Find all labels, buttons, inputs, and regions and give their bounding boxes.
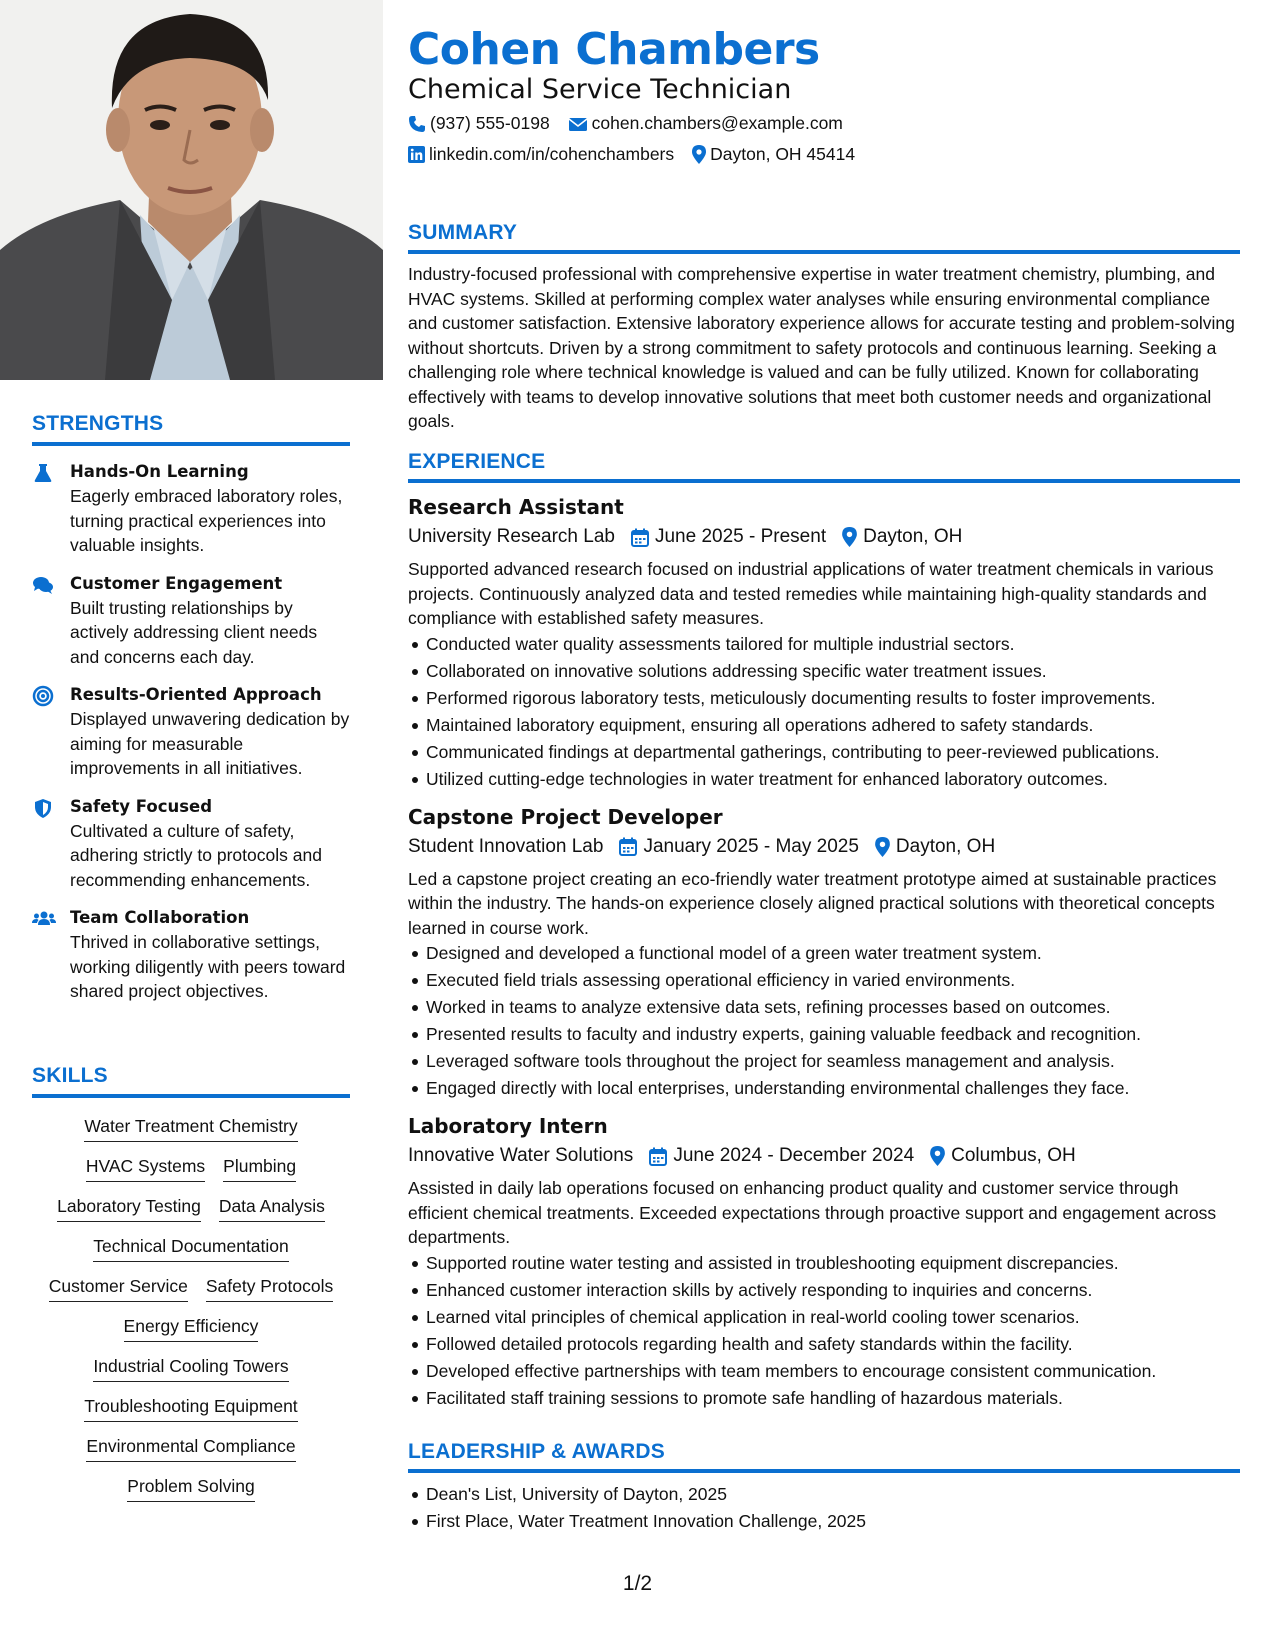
job-bullet: Facilitated staff training sessions to promote safe handling of hazardous materials. xyxy=(426,1385,1240,1412)
awards-list xyxy=(408,1481,1240,1535)
job-description: Assisted in daily lab operations focused on enhancing product quality and customer service through efficient chemical treatments. Exceeded expectations through proactive support and engagement across departments. xyxy=(408,1178,1217,1247)
skill-tag: Data Analysis xyxy=(219,1194,325,1222)
job-meta xyxy=(408,833,1240,861)
comments-icon xyxy=(32,574,54,596)
email-text: cohen.chambers@example.com xyxy=(591,113,843,133)
job-bullet: Performed rigorous laboratory tests, meticulously documenting results to foster improvements. xyxy=(426,685,1240,712)
map-pin-icon xyxy=(692,145,706,164)
job-bullet: Developed effective partnerships with team members to encourage consistent communication. xyxy=(426,1358,1240,1385)
job-bullet: Enhanced customer interaction skills by actively responding to inquiries and concerns. xyxy=(426,1277,1240,1304)
job-bullet: Maintained laboratory equipment, ensuring all operations adhered to safety standards. xyxy=(426,712,1240,739)
linkedin-contact[interactable] xyxy=(408,144,674,165)
shield-icon xyxy=(32,797,54,819)
strength-title: Results-Oriented Approach xyxy=(70,685,322,704)
users-icon xyxy=(32,908,54,930)
job-org: University Research Lab xyxy=(408,526,615,547)
skill-tag: Plumbing xyxy=(223,1154,296,1182)
phone-icon xyxy=(408,115,426,133)
map-pin-icon xyxy=(842,527,857,547)
envelope-icon xyxy=(568,116,588,132)
candidate-name: Cohen Chambers xyxy=(408,24,820,75)
linkedin-text: linkedin.com/in/cohenchambers xyxy=(429,144,675,164)
job-bullet: Utilized cutting-edge technologies in water treatment for enhanced laboratory outcomes. xyxy=(426,766,1240,793)
job-bullet: Supported routine water testing and assisted in troubleshooting equipment discrepancies. xyxy=(426,1250,1240,1277)
linkedin-icon xyxy=(408,146,425,163)
left-column xyxy=(0,0,383,1650)
strength-desc: Built trusting relationships by actively addressing client needs and concerns each day. xyxy=(70,597,318,667)
job-bullet: Presented results to faculty and industry experts, gaining valuable feedback and recognition. xyxy=(426,1021,1240,1048)
skills-list xyxy=(32,1114,350,1502)
job-entry xyxy=(408,803,1240,1103)
job-dates: June 2025 - Present xyxy=(654,526,827,547)
job-bullet: Leveraged software tools throughout the project for seamless management and analysis. xyxy=(426,1048,1240,1075)
strength-item xyxy=(32,460,350,558)
location-text: Dayton, OH 45414 xyxy=(710,144,856,164)
job-bullet: Engaged directly with local enterprises, understanding environmental challenges they face. xyxy=(426,1075,1240,1102)
strength-title: Team Collaboration xyxy=(70,908,250,927)
job-bullet: Communicated findings at departmental gatherings, contributing to peer-reviewed publications. xyxy=(426,739,1240,766)
job-location: Dayton, OH xyxy=(895,835,996,857)
strength-title: Customer Engagement xyxy=(70,573,283,593)
strength-item xyxy=(32,683,350,781)
experience-heading: EXPERIENCE xyxy=(408,450,1240,483)
target-icon xyxy=(32,685,54,707)
job-role: Capstone Project Developer xyxy=(408,804,723,829)
job-org: Student Innovation Lab xyxy=(408,835,604,857)
skills-section xyxy=(32,1064,350,1502)
job-bullets xyxy=(408,1250,1240,1412)
awards-heading: LEADERSHIP & AWARDS xyxy=(408,1440,1240,1473)
calendar-icon xyxy=(631,528,649,547)
phone-text: (937) 555-0198 xyxy=(430,113,550,133)
job-entry xyxy=(408,1112,1240,1412)
skill-tag: Safety Protocols xyxy=(206,1274,333,1302)
skill-tag: Problem Solving xyxy=(127,1474,254,1502)
summary-section xyxy=(408,221,1240,434)
job-bullet: Learned vital principles of chemical application in real-world cooling tower scenarios. xyxy=(426,1304,1240,1331)
award-item: First Place, Water Treatment Innovation Challenge, 2025 xyxy=(426,1508,1240,1535)
candidate-title: Chemical Service Technician xyxy=(408,74,792,105)
strength-title: Safety Focused xyxy=(70,796,213,816)
job-bullets xyxy=(408,940,1240,1102)
job-bullet: Followed detailed protocols regarding health and safety standards within the facility. xyxy=(426,1331,1240,1358)
skill-tag: Customer Service xyxy=(49,1274,188,1302)
job-meta xyxy=(408,523,1240,551)
job-bullet: Worked in teams to analyze extensive data sets, refining processes based on outcomes. xyxy=(426,994,1240,1021)
job-entry xyxy=(408,493,1240,793)
strengths-section xyxy=(32,412,350,1004)
award-item: Dean's List, University of Dayton, 2025 xyxy=(426,1481,1240,1508)
skills-heading: SKILLS xyxy=(32,1064,350,1098)
strength-item xyxy=(32,906,350,1004)
strength-desc: Displayed unwavering dedication by aiming for measurable improvements in all initiatives. xyxy=(70,709,350,778)
job-dates: January 2025 - May 2025 xyxy=(643,835,859,857)
job-bullet: Conducted water quality assessments tailored for multiple industrial sectors. xyxy=(426,631,1240,658)
skill-tag: Energy Efficiency xyxy=(124,1314,259,1342)
job-dates: June 2024 - December 2024 xyxy=(673,1145,915,1166)
map-pin-icon xyxy=(875,837,890,857)
profile-photo xyxy=(0,0,383,380)
job-role: Research Assistant xyxy=(408,495,624,519)
job-org: Innovative Water Solutions xyxy=(408,1145,634,1166)
strength-item xyxy=(32,795,350,893)
job-description: Led a capstone project creating an eco-friendly water treatment prototype aimed at sustainable practices within the industry. The hands-on experience closely aligned practical solutions with theoretical concepts learned in course work. xyxy=(408,868,1217,938)
skill-tag: Technical Documentation xyxy=(93,1234,289,1262)
map-pin-icon xyxy=(930,1146,945,1166)
strength-desc: Thrived in collaborative settings, working diligently with peers toward shared project objectives. xyxy=(70,932,346,1001)
email-contact[interactable] xyxy=(568,113,843,134)
job-bullet: Executed field trials assessing operational efficiency in varied environments. xyxy=(426,967,1240,994)
job-location: Dayton, OH xyxy=(863,526,963,547)
page-indicator: 1/2 xyxy=(622,1572,653,1595)
strength-item xyxy=(32,572,350,670)
skill-tag: Troubleshooting Equipment xyxy=(84,1394,297,1422)
awards-section xyxy=(408,1440,1240,1535)
skill-tag: HVAC Systems xyxy=(86,1154,205,1182)
strengths-heading: STRENGTHS xyxy=(32,412,350,446)
contact-row-2 xyxy=(408,144,855,165)
summary-text: Industry-focused professional with comprehensive expertise in water treatment chemistry, plumbing, and HVAC systems. Skilled at performing complex water analyses while ensuring environmental compliance and customer satisfaction. Extensive laboratory experience allows for accurate testing and problem-solving without shortcuts. Driven by a strong commitment to safety protocols and continuous learning. Seeking a challenging role where technical knowledge is valued and can be fully utilized. Known for collaborating effectively with teams to develop innovative solutions that meet both customer needs and organizational goals. xyxy=(408,264,1235,431)
job-bullet: Collaborated on innovative solutions addressing specific water treatment issues. xyxy=(426,658,1240,685)
phone-contact[interactable] xyxy=(408,113,550,134)
strength-title: Hands-On Learning xyxy=(70,462,249,481)
contact-row-1 xyxy=(408,113,843,134)
strength-desc: Eagerly embraced laboratory roles, turning practical experiences into valuable insights. xyxy=(70,486,343,555)
job-bullets xyxy=(408,631,1240,793)
job-role: Laboratory Intern xyxy=(408,1114,608,1138)
calendar-icon xyxy=(619,837,637,856)
strength-desc: Cultivated a culture of safety, adhering strictly to protocols and recommending enhancements. xyxy=(70,820,322,890)
location-contact xyxy=(692,144,855,165)
calendar-icon xyxy=(649,1147,667,1166)
summary-heading: SUMMARY xyxy=(408,221,1240,254)
job-description: Supported advanced research focused on industrial applications of water treatment chemicals in various projects. Continuously analyzed data and tested remedies while maintaining high-quality standards and compliance with established safety measures. xyxy=(408,559,1214,628)
job-bullet: Designed and developed a functional model of a green water treatment system. xyxy=(426,940,1240,967)
experience-section xyxy=(408,450,1240,1412)
skill-tag: Water Treatment Chemistry xyxy=(84,1114,297,1142)
job-meta xyxy=(408,1142,1240,1170)
flask-icon xyxy=(32,462,54,484)
skill-tag: Environmental Compliance xyxy=(86,1434,295,1462)
skill-tag: Laboratory Testing xyxy=(57,1194,201,1222)
skill-tag: Industrial Cooling Towers xyxy=(93,1354,288,1382)
job-location: Columbus, OH xyxy=(951,1145,1076,1166)
